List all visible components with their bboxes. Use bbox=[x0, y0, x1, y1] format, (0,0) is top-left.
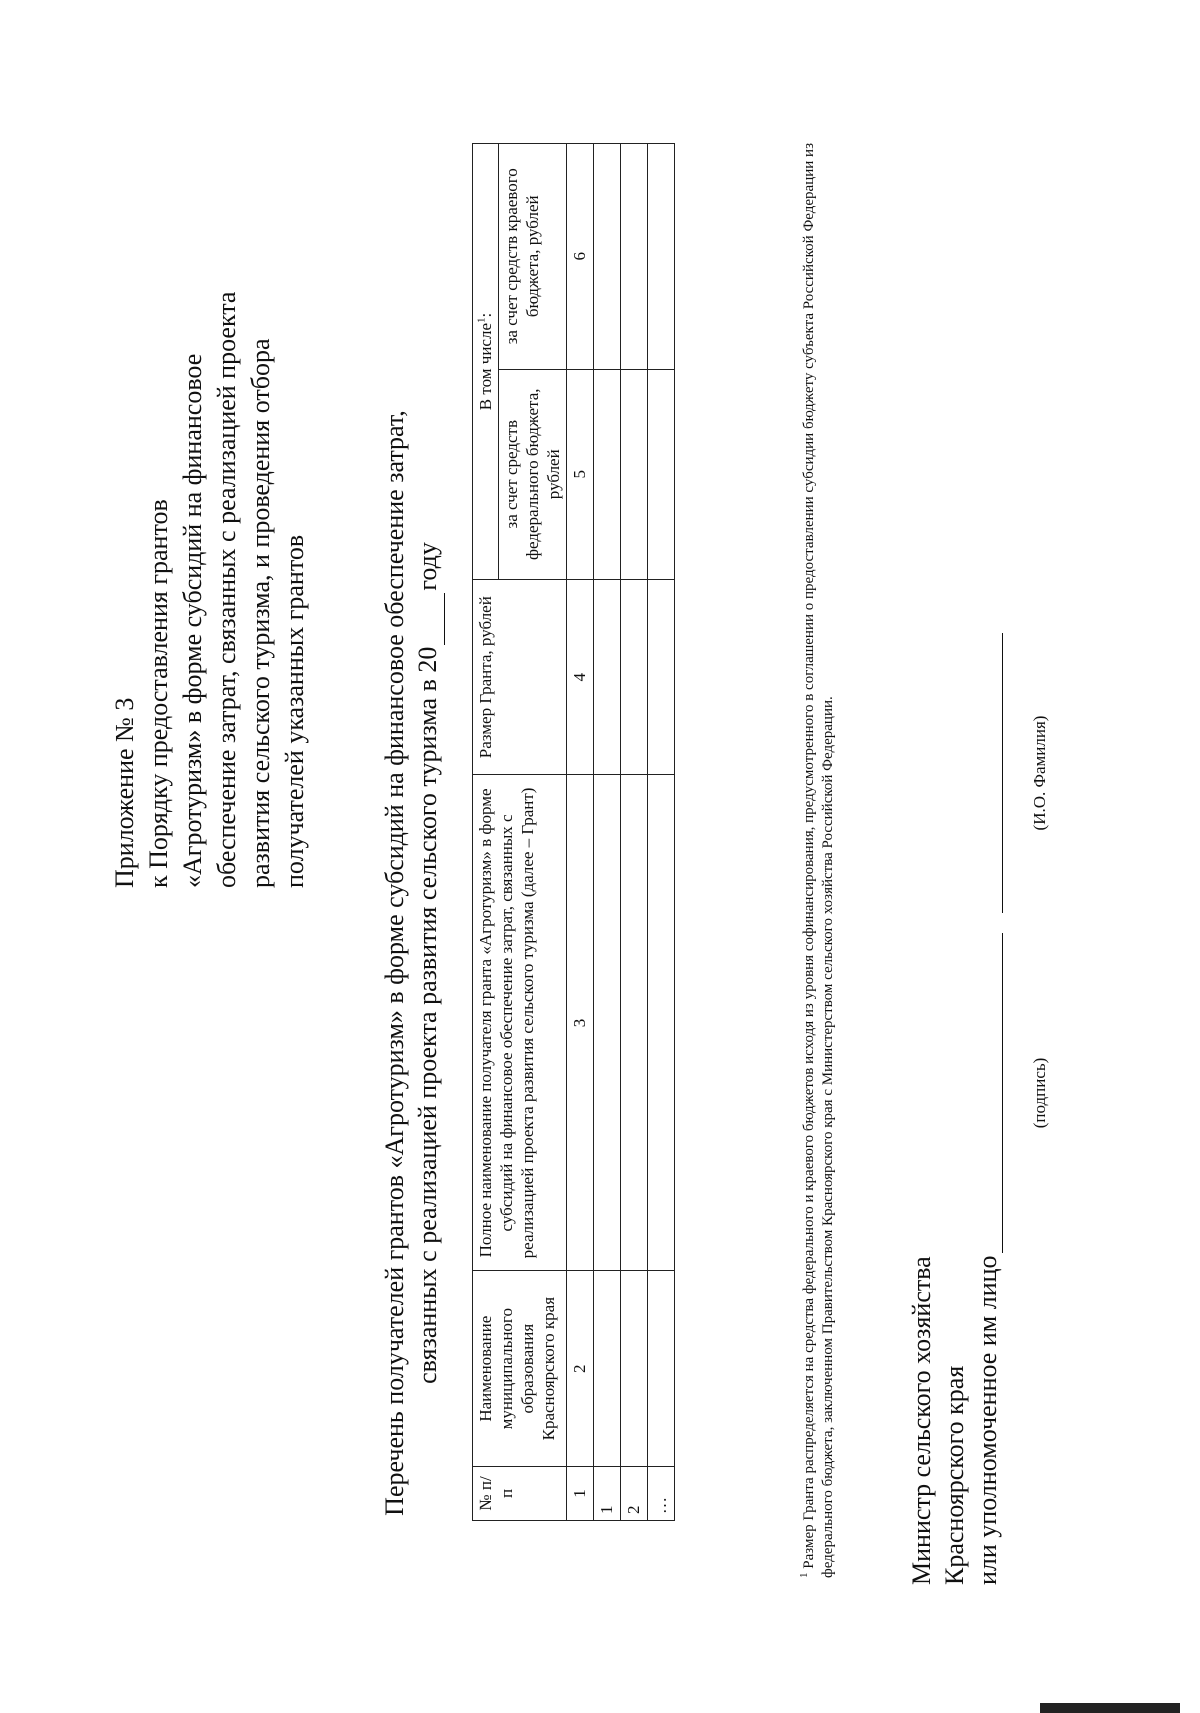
header-federal-budget: за счет средств федерального бюджета, рублей bbox=[499, 369, 567, 579]
column-number-row bbox=[567, 144, 594, 1521]
table-cell bbox=[621, 775, 648, 1271]
column-number: 1 bbox=[567, 1466, 594, 1520]
appendix-line: Приложение № 3 bbox=[110, 697, 139, 888]
table-row bbox=[648, 144, 675, 1521]
table-cell bbox=[594, 144, 621, 370]
table-cell bbox=[621, 579, 648, 774]
appendix-line: развития сельского туризма, и проведения отбора bbox=[246, 338, 275, 888]
title-line-1: Перечень получателей грантов «Агротуризм» в форме субсидий на финансовое обеспечение затрат, bbox=[380, 410, 409, 1516]
header-including bbox=[473, 144, 499, 580]
table-cell bbox=[621, 369, 648, 579]
name-line bbox=[1002, 633, 1003, 913]
header-including-label: В том числе bbox=[476, 323, 495, 411]
column-number: 6 bbox=[567, 144, 594, 370]
table-cell bbox=[648, 369, 675, 579]
header-grant-size: Размер Гранта, рублей bbox=[473, 579, 567, 774]
footnote-ref: 1 bbox=[475, 317, 488, 323]
signature-block bbox=[905, 585, 1004, 1585]
header-recipient: Полное наименование получателя гранта «Агротуризм» в форме субсидий на финансовое обеспечение затрат, связанных с реализацией проекта развития сельского туризма (далее – Грант) bbox=[473, 775, 567, 1271]
table-row bbox=[621, 144, 648, 1521]
title-line-2-start: связанных с реализацией проекта развития сельского туризма в 20 bbox=[413, 646, 442, 1384]
document-title bbox=[378, 388, 445, 1538]
table-cell bbox=[648, 775, 675, 1271]
row-number: … bbox=[648, 1466, 675, 1520]
title-line-2 bbox=[411, 388, 445, 1538]
scan-edge-mark bbox=[1040, 1703, 1180, 1713]
header-number: № п/п bbox=[473, 1466, 567, 1520]
table-cell bbox=[621, 144, 648, 370]
column-number: 4 bbox=[567, 579, 594, 774]
title-line-2-end: году bbox=[413, 542, 442, 591]
signature-caption: (подпись) bbox=[1030, 1057, 1049, 1129]
header-including-colon: : bbox=[476, 312, 495, 318]
year-blank bbox=[411, 593, 445, 645]
table-row bbox=[594, 144, 621, 1521]
table-cell bbox=[648, 144, 675, 370]
table-cell bbox=[648, 579, 675, 774]
appendix-header bbox=[108, 8, 312, 888]
column-number: 3 bbox=[567, 775, 594, 1271]
appendix-line: обеспечение затрат, связанных с реализацией проекта bbox=[212, 291, 241, 888]
table-cell bbox=[594, 1271, 621, 1466]
table-cell bbox=[594, 369, 621, 579]
header-regional-budget: за счет средств краевого бюджета, рублей bbox=[499, 144, 567, 370]
appendix-line: к Порядку предоставления грантов bbox=[144, 499, 173, 888]
table-header-row bbox=[473, 144, 499, 1521]
appendix-line: «Агротуризм» в форме субсидий на финансовое bbox=[178, 353, 207, 888]
signatory-title-line-2: Красноярского края bbox=[940, 1365, 969, 1585]
grant-recipients-table bbox=[472, 143, 675, 1521]
footnote-marker: 1 bbox=[798, 1572, 810, 1578]
header-municipality: Наименование муниципального образования Красноярского края bbox=[473, 1271, 567, 1466]
signatory-title-line-1: Министр сельского хозяйства bbox=[907, 1256, 936, 1585]
footnote-text: Размер Гранта распределяется на средства федерального и краевого бюджетов исходя из уровня софинансирования, предусмотренного в соглашении о предоставлении субсидии бюджету субъекта Российской Федерации из федерального бюджета, заключенном Правительством Красноярского края с Министерством сельского хозяйства Российской Федерации. bbox=[801, 142, 836, 1578]
column-number: 2 bbox=[567, 1271, 594, 1466]
signature-line bbox=[1002, 933, 1003, 1253]
table-cell bbox=[594, 579, 621, 774]
row-number: 1 bbox=[594, 1466, 621, 1520]
column-number: 5 bbox=[567, 369, 594, 579]
name-caption: (И.О. Фамилия) bbox=[1030, 715, 1049, 831]
table-cell bbox=[648, 1271, 675, 1466]
signatory-title-line-3: или уполномоченное им лицо bbox=[973, 1255, 1002, 1585]
footnote bbox=[800, 143, 838, 1578]
table-cell bbox=[621, 1271, 648, 1466]
row-number: 2 bbox=[621, 1466, 648, 1520]
table-cell bbox=[594, 775, 621, 1271]
appendix-line: получателей указанных грантов bbox=[280, 534, 309, 888]
